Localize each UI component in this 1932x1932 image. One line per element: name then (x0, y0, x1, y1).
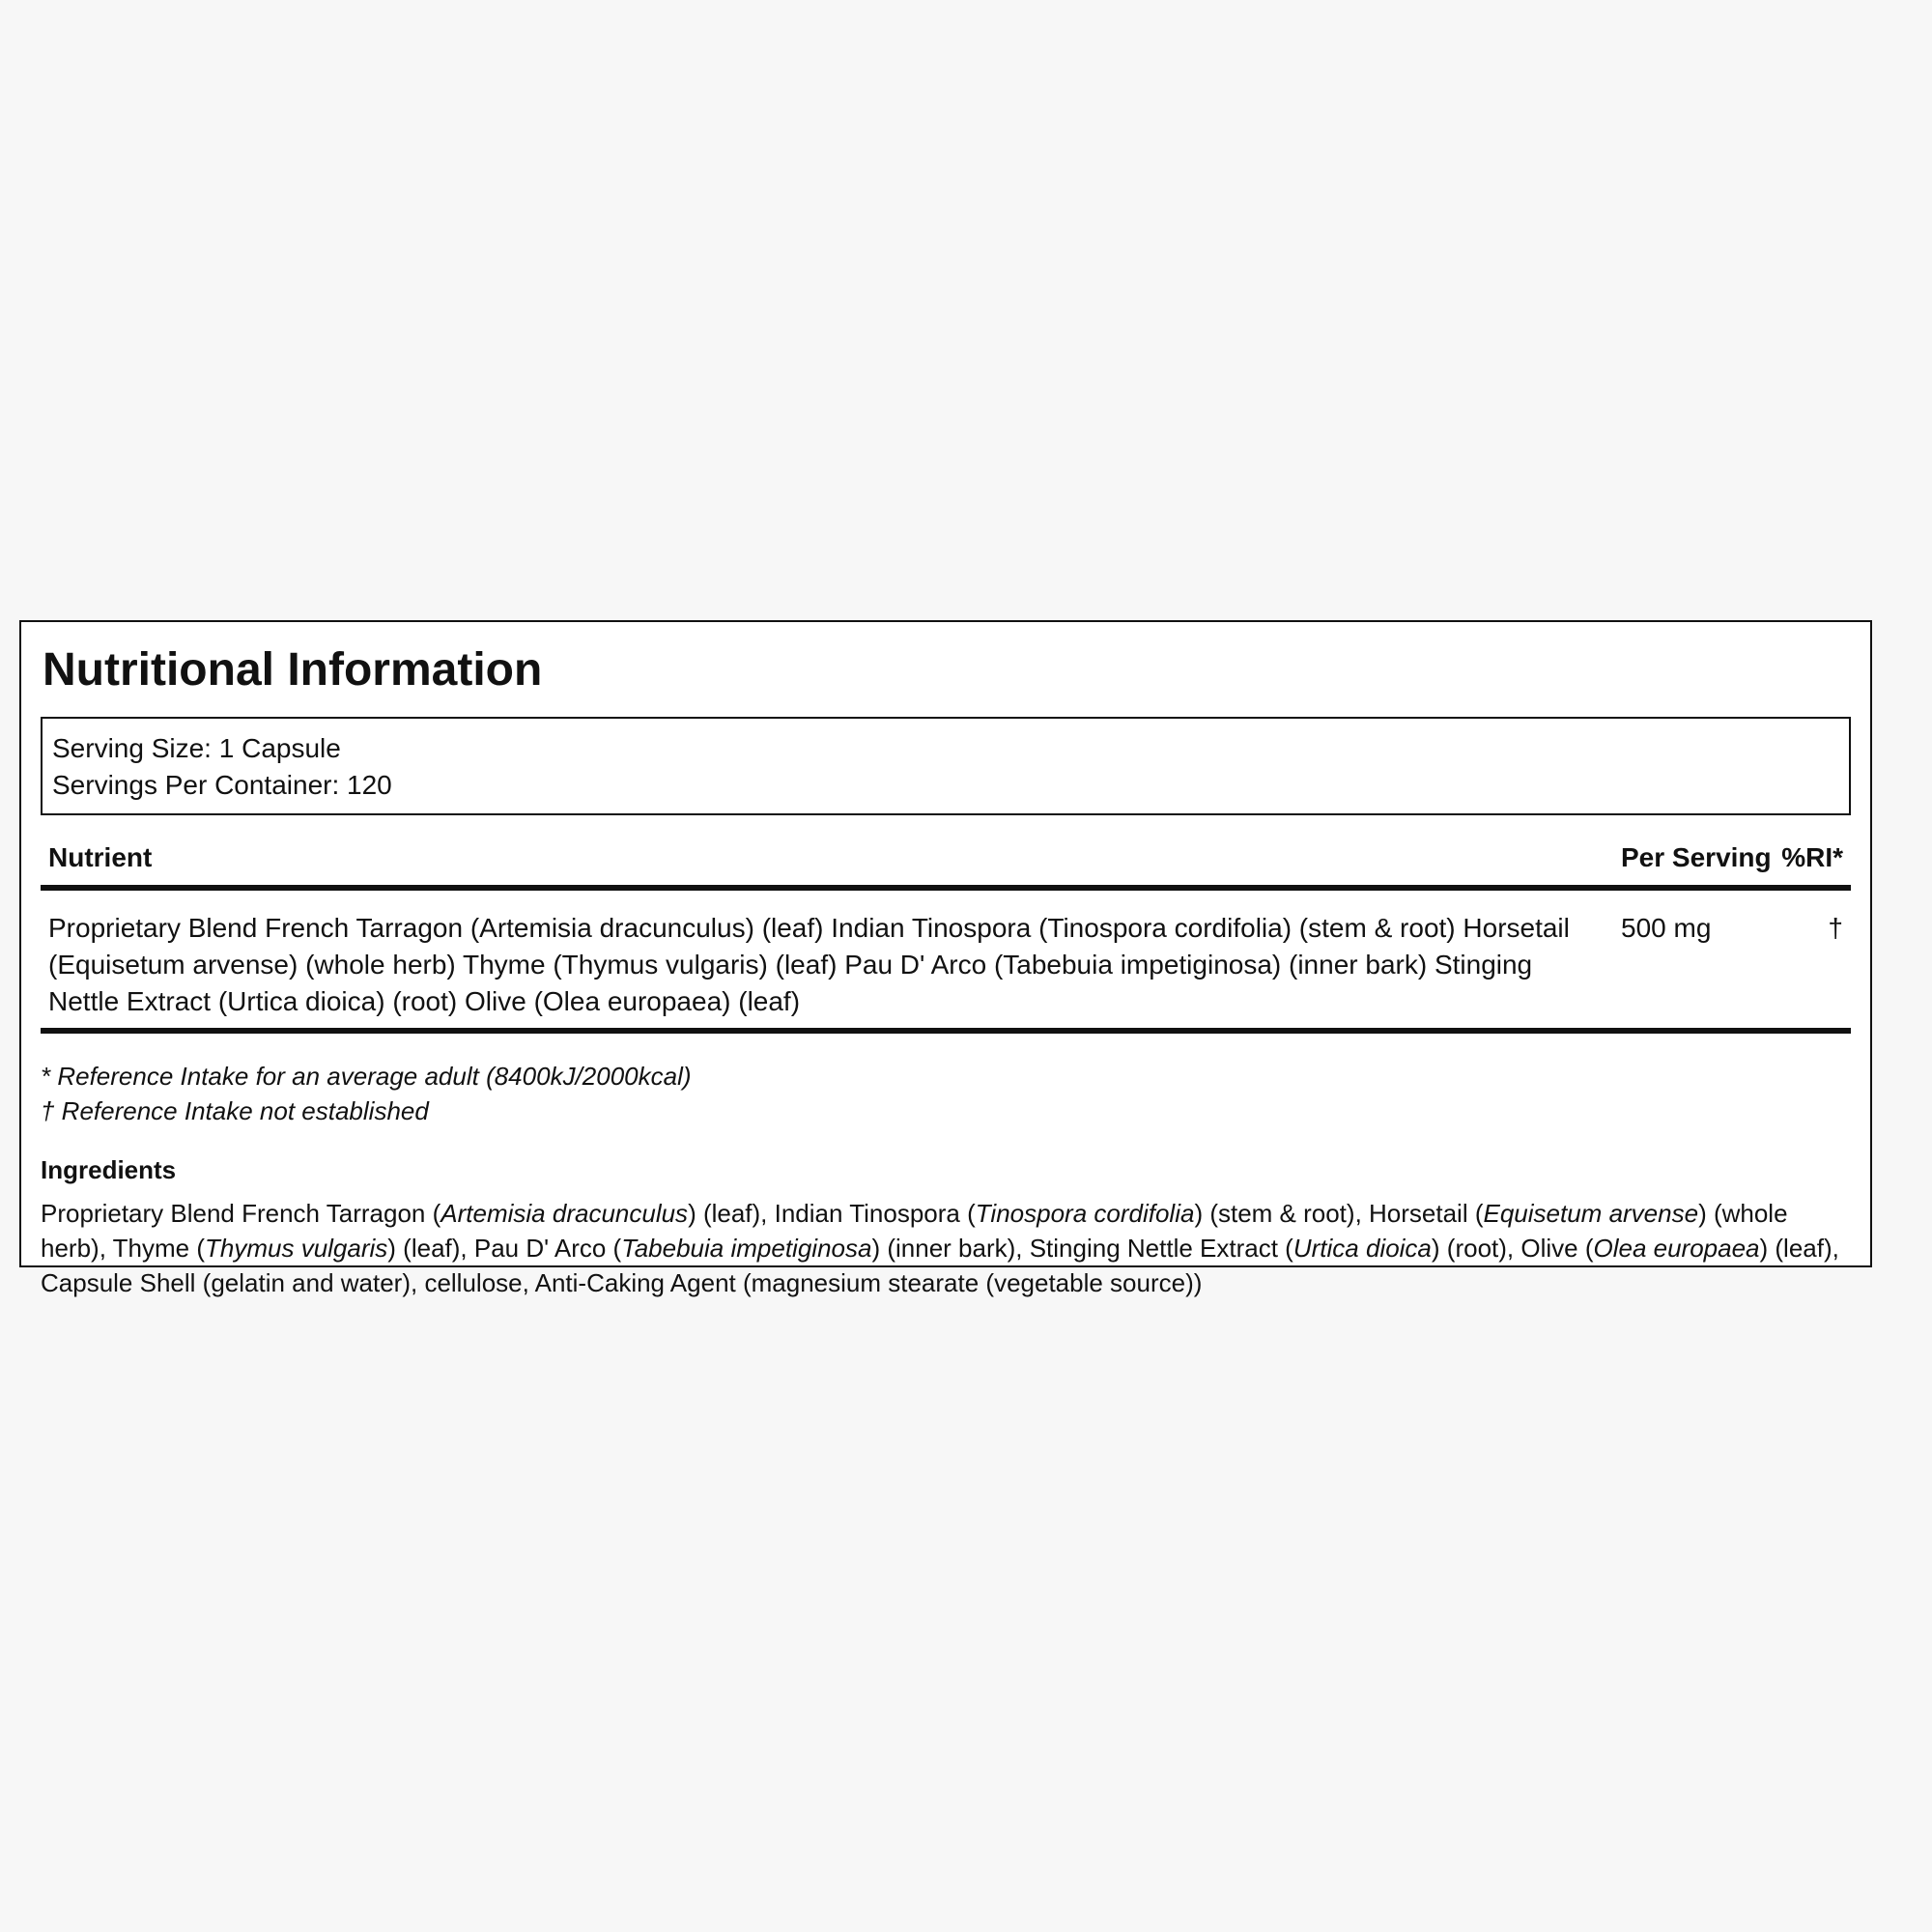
page-title: Nutritional Information (43, 644, 543, 696)
footnotes (41, 1059, 1851, 1128)
header-per-serving: Per Serving (1621, 842, 1772, 872)
ingredient-species-name: Tinospora cordifolia (975, 1199, 1195, 1228)
ingredient-species-name: Tabebuia impetiginosa (621, 1234, 872, 1263)
nutrient-table (41, 840, 1851, 1034)
ingredient-text-segment: ) (inner bark), Stinging Nettle Extract ( (871, 1234, 1293, 1263)
nutrient-name: Proprietary Blend French Tarragon (Artemisia dracunculus) (leaf) Indian Tinospora (Tinospora cordifolia) (stem & root) Horsetail (Equisetum arvense) (whole herb) Thyme (Thymus vulgaris) (leaf) Pau D' Arco (Tabebuia impetiginosa) (inner bark) Stinging Nettle Extract (Urtica dioica) (root) Olive (Olea europaea) (leaf) (48, 913, 1570, 1016)
servings-per-container: Servings Per Container: 120 (52, 770, 392, 800)
serving-info-box (41, 717, 1851, 815)
ingredients-text (41, 1196, 1851, 1300)
per-serving-value: 500 mg (1621, 913, 1712, 943)
ingredient-text-segment: ) (leaf), Pau D' Arco ( (387, 1234, 622, 1263)
table-header (41, 840, 1851, 891)
ingredient-text-segment: ) (leaf), Capsule Shell (gelatin and water), cellulose, Anti-Caking Agent (magnesium stearate (vegetable source)) (41, 1234, 1839, 1297)
footnote-not-established: † Reference Intake not established (41, 1096, 429, 1125)
ingredient-text-segment: ) (stem & root), Horsetail ( (1194, 1199, 1484, 1228)
header-nutrient: Nutrient (48, 842, 153, 872)
ingredient-species-name: Artemisia dracunculus (440, 1199, 689, 1228)
nutrition-panel (19, 620, 1872, 1297)
table-row (41, 891, 1851, 1034)
header-ri: %RI* (1781, 842, 1843, 872)
footnote-reference-intake: * Reference Intake for an average adult (8400kJ/2000kcal) (41, 1062, 692, 1091)
ingredient-species-name: Thymus vulgaris (205, 1234, 388, 1263)
ingredient-species-name: Equisetum arvense (1483, 1199, 1699, 1228)
ingredient-text-segment: ) (whole herb), Thyme ( (41, 1199, 1788, 1263)
serving-size: Serving Size: 1 Capsule (52, 733, 341, 763)
ingredient-species-name: Olea europaea (1593, 1234, 1760, 1263)
ingredient-text-segment: Proprietary Blend French Tarragon ( (41, 1199, 441, 1228)
ingredient-text-segment: ) (leaf), Indian Tinospora ( (688, 1199, 976, 1228)
ingredients-heading: Ingredients (41, 1155, 177, 1184)
ingredient-species-name: Urtica dioica (1293, 1234, 1432, 1263)
ri-value: † (1828, 913, 1843, 943)
ingredient-text-segment: ) (root), Olive ( (1431, 1234, 1594, 1263)
